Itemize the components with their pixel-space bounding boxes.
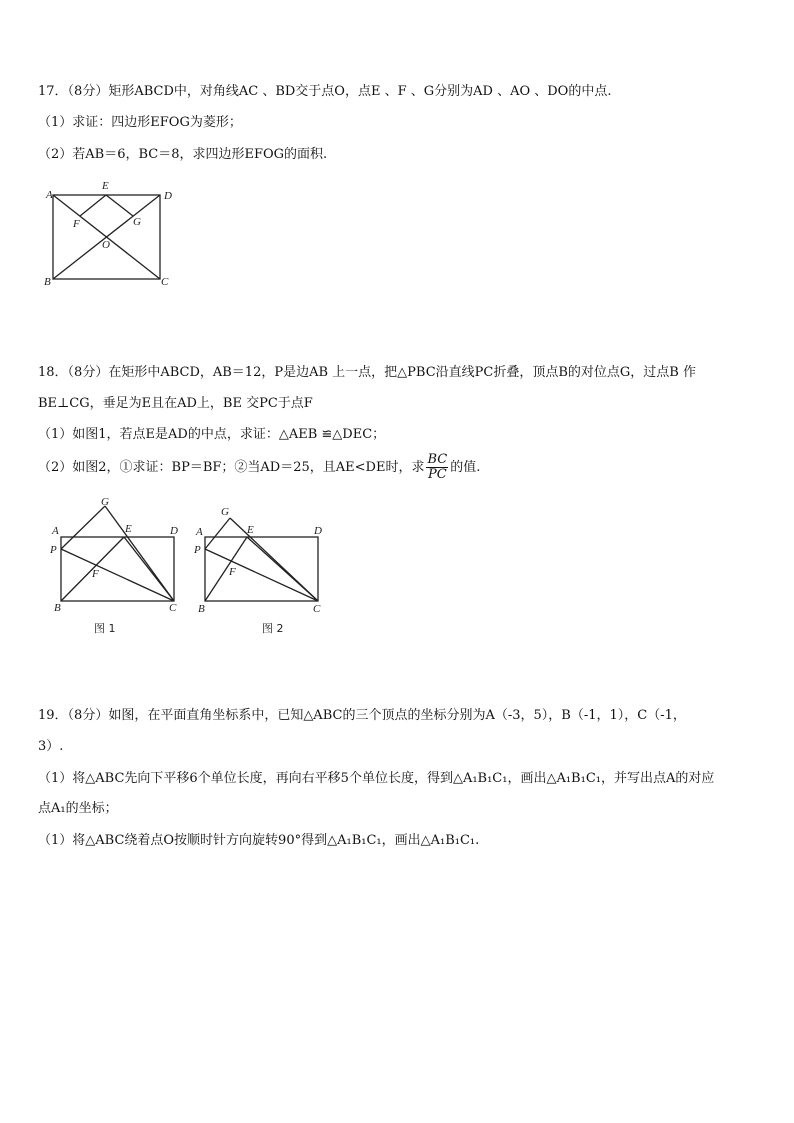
fig1-label-b: B [54, 602, 61, 614]
fig2-segment-ec [247, 537, 318, 601]
q17-label-b: B [44, 276, 51, 288]
fig2-label-b: B [198, 603, 205, 615]
fig2-segment-be [205, 537, 247, 601]
q18-fraction [426, 453, 448, 482]
q18-figure-1 [40, 495, 190, 640]
q19-stem-line1: 19．（8分）如图，在平面直角坐标系中，已知△ABC的三个顶点的坐标分别为A（-3，5），B（-1，1），C（-1， [38, 708, 686, 723]
fig1-rect-abcd [61, 537, 174, 601]
q19-part2: （1）将△ABC绕着点O按顺时针方向旋转90°得到△A₁B₁C₁，画出△A₁B₁C₁. [38, 833, 480, 848]
fig2-label-p: P [194, 544, 201, 556]
q17-rectangle-figure [40, 178, 180, 290]
fig2-label-e: E [247, 524, 254, 536]
fig2-label-g: G [221, 506, 229, 518]
q17-label-g: G [133, 216, 141, 228]
fig1-label-d: D [170, 525, 178, 537]
fig2-label-c: C [313, 603, 321, 615]
q19-part1-line1: （1）将△ABC先向下平移6个单位长度，再向右平移5个单位长度，得到△A₁B₁C₁，画出△A₁B₁C₁，并写出点A的对应 [38, 771, 715, 786]
q17-segment-ef [80, 195, 106, 216]
fig1-segment-ec [124, 537, 174, 601]
q19-stem-line2: 3）. [38, 739, 64, 754]
q18-part2-end: 的值. [450, 460, 481, 475]
q17-segment-eg [106, 195, 133, 216]
q18-frac-denominator: PC [427, 467, 447, 482]
fig1-label-p: P [50, 544, 57, 556]
fig1-segment-pc [61, 549, 174, 601]
fig1-label-f: F [92, 568, 99, 580]
fig1-label-a: A [52, 525, 59, 537]
q17-label-e: E [102, 180, 109, 192]
q17-stem: 17．（8分）矩形ABCD中，对角线AC 、BD交于点O，点E 、F 、G分别为AD 、AO 、DO的中点. [38, 84, 612, 99]
q17-label-c: C [161, 276, 169, 288]
q18-frac-numerator: BC [427, 452, 448, 467]
q18-part2-text: （2）如图2，①求证：BP＝BF；②当AD＝25，且AE<DE时，求 [38, 460, 425, 475]
q17-label-a: A [46, 189, 53, 201]
fig2-caption: 图 2 [262, 622, 284, 635]
q18-part2 [38, 453, 480, 482]
fig1-caption: 图 1 [94, 622, 116, 635]
q18-stem-line2: BE⊥CG，垂足为E且在AD上，BE 交PC于点F [38, 396, 313, 411]
q17-part2: （2）若AB＝6，BC＝8，求四边形EFOG的面积. [38, 147, 328, 162]
q17-part1: （1）求证：四边形EFOG为菱形； [38, 115, 242, 130]
q18-part1: （1）如图1，若点E是AD的中点，求证：△AEB ≌△DEC； [38, 427, 386, 442]
q19-part1-line2: 点A₁的坐标； [38, 801, 118, 816]
fig1-label-c: C [169, 602, 177, 614]
q17-label-d: D [164, 190, 172, 202]
q17-label-o: O [102, 239, 110, 251]
fig2-label-a: A [196, 526, 203, 538]
fig1-label-e: E [125, 523, 132, 535]
q18-stem-line1: 18．（8分）在矩形中ABCD，AB＝12，P是边AB 上一点，把△PBC沿直线PC折叠，顶点B的对位点G，过点B 作 [38, 365, 696, 380]
fig1-segment-pg [61, 506, 105, 549]
fig2-label-d: D [314, 525, 322, 537]
q18-figure-2 [190, 500, 335, 640]
fig2-label-f: F [229, 566, 236, 578]
q17-label-f: F [73, 218, 80, 230]
fig2-rect-abcd [205, 537, 318, 601]
fig2-segment-pg [205, 518, 230, 549]
fig1-label-g: G [101, 496, 109, 508]
